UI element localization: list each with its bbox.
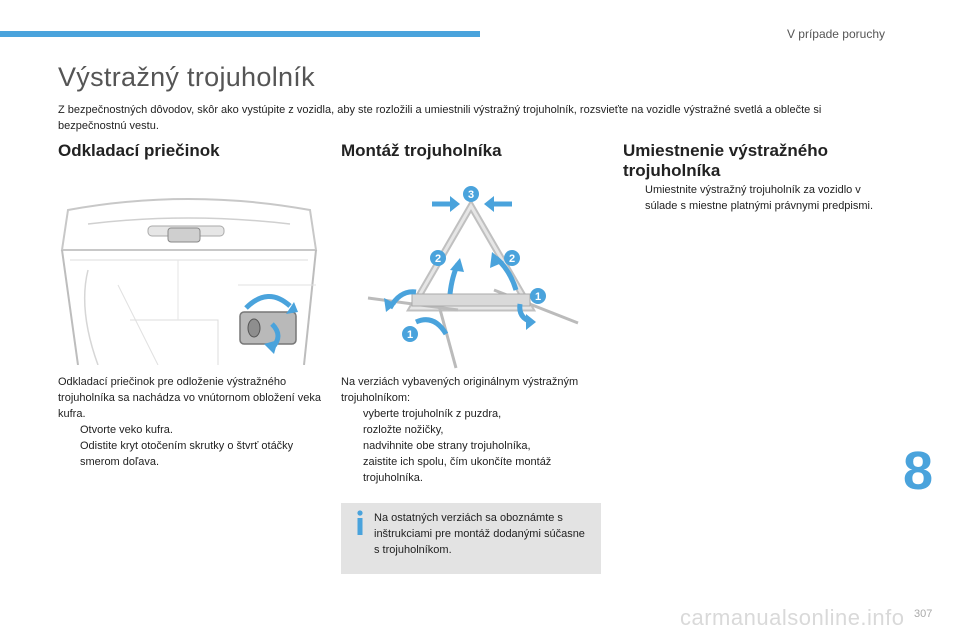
placement-text-block (623, 182, 883, 214)
heading-storage: Odkladací priečinok (58, 141, 220, 160)
intro-text: Z bezpečnostných dôvodov, skôr ako vystúpite z vozidla, aby ste rozložili a umiestnili výstražný trojuholník, rozsvieťte na vozidle výstražné svetlá a oblečte si bezpečnostnú vestu. (58, 104, 822, 132)
assembly-text-block (341, 374, 591, 486)
info-box (341, 503, 601, 574)
list-item: Otvorte veko kufra. (80, 424, 173, 436)
svg-text:2: 2 (434, 253, 442, 265)
heading-placement: Umiestnenie výstražného trojuholníka (623, 141, 829, 180)
step-badge-2-right (504, 250, 520, 266)
header-accent-bar (0, 31, 480, 37)
list-item: zaistite ich spolu, čím ukončíte montáž trojuholníka. (363, 456, 552, 484)
info-icon (354, 510, 366, 536)
step-badge-3 (463, 186, 479, 202)
svg-text:1: 1 (534, 291, 542, 303)
heading-assembly: Montáž trojuholníka (341, 141, 502, 160)
step-badge-2-left (430, 250, 446, 266)
triangle-diagram (360, 186, 585, 371)
list-item: vyberte trojuholník z puzdra, (363, 408, 502, 420)
list-item: Umiestnite výstražný trojuholník za vozidlo v súlade s miestne platnými právnymi predpismi. (645, 184, 874, 212)
info-text: Na ostatných verziách sa oboznámte s inštrukciami pre montáž dodanými súčasne s trojuholníkom. (374, 512, 585, 556)
chapter-number: 8 (903, 441, 934, 501)
watermark: carmanualsonline.info (680, 605, 905, 630)
list-item: Odistite kryt otočením skrutky o štvrť otáčky smerom doľava. (80, 440, 294, 468)
step-badge-1-left (402, 326, 418, 342)
svg-text:2: 2 (508, 253, 516, 265)
page-title: Výstražný trojuholník (58, 62, 315, 92)
svg-text:1: 1 (406, 329, 414, 341)
page-number: 307 (914, 608, 933, 620)
list-item: nadvihnite obe strany trojuholníka, (363, 440, 531, 452)
section-header: V prípade poruchy (786, 27, 885, 41)
step-badge-1-right (530, 288, 546, 304)
trunk-illustration (58, 190, 320, 365)
storage-text-block (58, 374, 323, 470)
svg-text:3: 3 (467, 189, 475, 201)
list-item: rozložte nožičky, (363, 424, 444, 436)
assembly-description: Na verziách vybavených originálnym výstražným trojuholníkom: (341, 376, 579, 404)
storage-description: Odkladací priečinok pre odloženie výstražného trojuholníka sa nachádza vo vnútornom obložení veka kufra. (58, 376, 321, 420)
